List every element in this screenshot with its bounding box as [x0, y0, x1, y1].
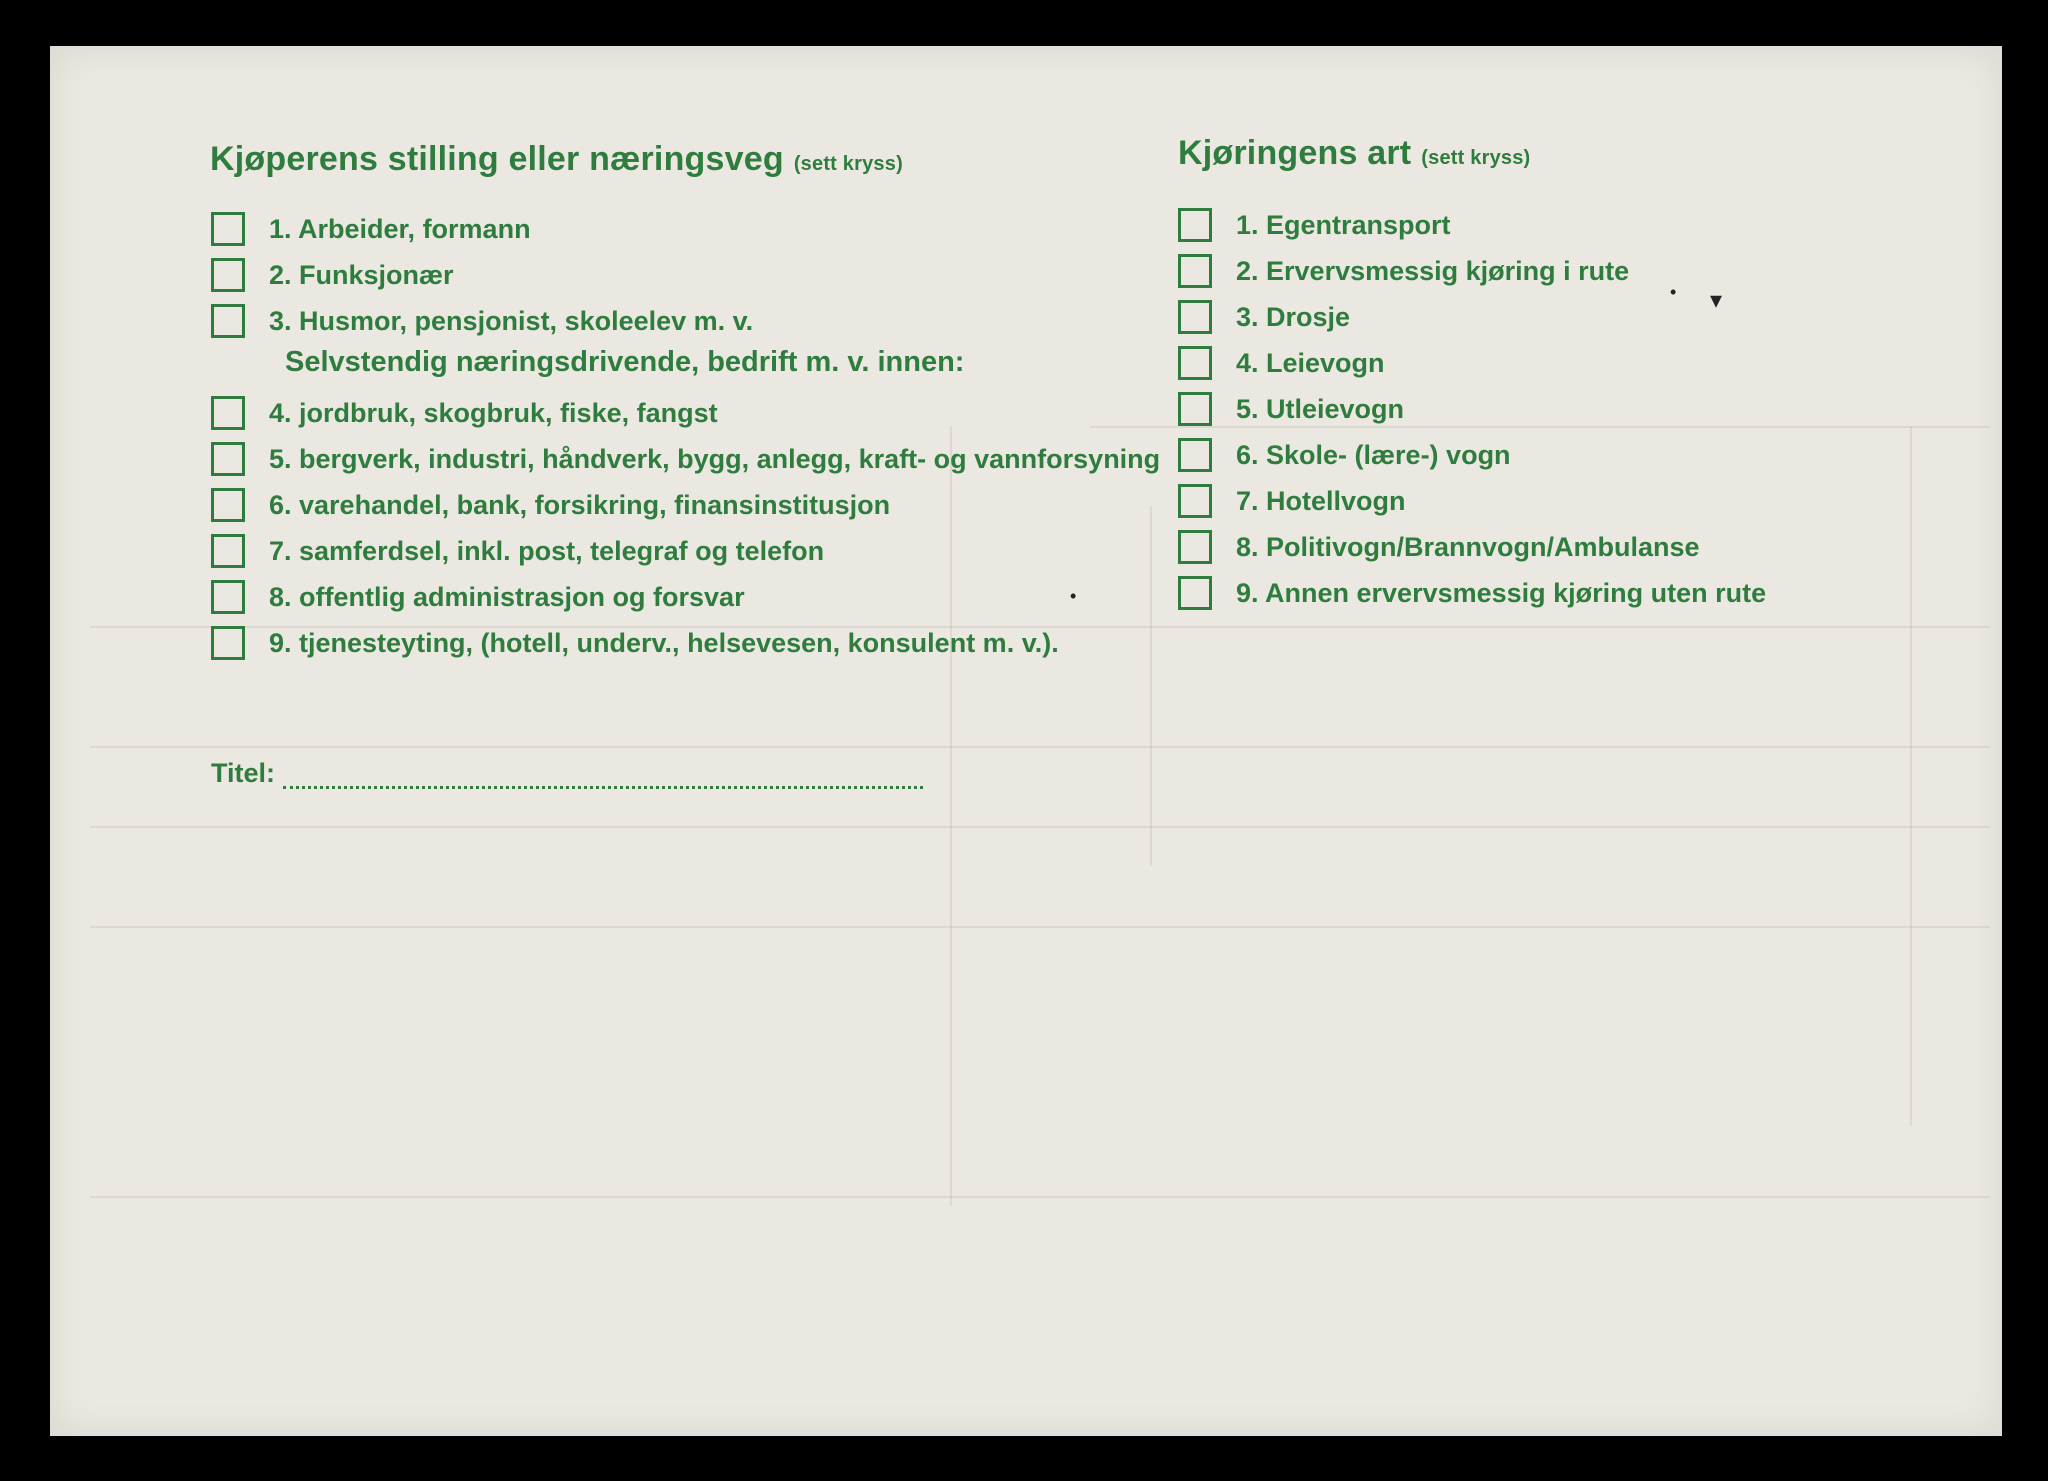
showthrough-line — [90, 746, 1990, 748]
buyer-option-label: 4. jordbruk, skogbruk, fiske, fangst — [269, 397, 718, 428]
checkbox[interactable] — [211, 442, 245, 476]
buyer-option-8[interactable] — [211, 580, 745, 614]
driving-section-title-text: Kjøringens art — [1178, 134, 1412, 172]
buyer-option-1[interactable] — [211, 212, 531, 246]
checkbox[interactable] — [211, 626, 245, 660]
ink-speck: • — [1070, 586, 1077, 606]
checkbox[interactable] — [1178, 208, 1212, 242]
buyer-option-label: 2. Funksjonær — [269, 259, 454, 290]
driving-option-label: 7. Hotellvogn — [1236, 485, 1406, 516]
title-field[interactable] — [211, 758, 923, 789]
driving-option-1[interactable] — [1178, 208, 1451, 242]
checkbox[interactable] — [1178, 484, 1212, 518]
checkbox[interactable] — [211, 258, 245, 292]
driving-section-note: (sett kryss) — [1421, 147, 1531, 169]
buyer-option-7[interactable] — [211, 534, 824, 568]
showthrough-line — [1910, 426, 1912, 1126]
checkbox[interactable] — [1178, 300, 1212, 334]
showthrough-line — [1150, 506, 1152, 866]
checkbox[interactable] — [211, 396, 245, 430]
showthrough-line — [90, 826, 1990, 828]
checkbox[interactable] — [211, 304, 245, 338]
driving-option-label: 5. Utleievogn — [1236, 393, 1405, 424]
buyer-option-label: 9. tjenesteyting, (hotell, underv., helsevesen, konsulent m. v.). — [269, 627, 1059, 658]
ink-speck: • — [1670, 282, 1677, 302]
driving-option-label: 1. Egentransport — [1236, 209, 1451, 240]
buyer-option-label: 8. offentlig administrasjon og forsvar — [269, 581, 745, 612]
checkbox[interactable] — [211, 534, 245, 568]
driving-section-title — [1178, 134, 1530, 173]
driving-option-label: 6. Skole- (lære-) vogn — [1236, 439, 1511, 470]
title-field-label: Titel: — [211, 758, 276, 788]
driving-option-label: 2. Ervervsmessig kjøring i rute — [1236, 255, 1630, 286]
buyer-option-label: 3. Husmor, pensjonist, skoleelev m. v. — [269, 305, 754, 336]
driving-option-6[interactable] — [1178, 438, 1511, 472]
buyer-option-6[interactable] — [211, 488, 890, 522]
checkbox[interactable] — [1178, 346, 1212, 380]
buyer-option-2[interactable] — [211, 258, 454, 292]
title-dotted-line[interactable] — [283, 762, 923, 789]
buyer-section-note: (sett kryss) — [793, 153, 903, 175]
buyer-section-title — [210, 140, 903, 179]
form-page — [50, 46, 2002, 1436]
driving-option-9[interactable] — [1178, 576, 1766, 610]
buyer-option-label: 7. samferdsel, inkl. post, telegraf og telefon — [269, 535, 825, 566]
buyer-section-title-text: Kjøperens stilling eller næringsveg — [210, 140, 784, 178]
checkbox[interactable] — [1178, 576, 1212, 610]
checkbox[interactable] — [1178, 530, 1212, 564]
driving-option-8[interactable] — [1178, 530, 1700, 564]
showthrough-line — [90, 926, 1990, 928]
buyer-option-label: 1. Arbeider, formann — [269, 213, 531, 244]
buyer-option-label: 5. bergverk, industri, håndverk, bygg, anlegg, kraft- og vannforsyning — [269, 443, 1161, 474]
driving-option-4[interactable] — [1178, 346, 1385, 380]
checkbox[interactable] — [211, 212, 245, 246]
buyer-option-3[interactable] — [211, 304, 753, 338]
checkbox[interactable] — [1178, 438, 1212, 472]
buyer-option-label: 6. varehandel, bank, forsikring, finansinstitusjon — [269, 489, 891, 520]
checkbox[interactable] — [211, 488, 245, 522]
buyer-option-4[interactable] — [211, 396, 718, 430]
checkbox[interactable] — [1178, 392, 1212, 426]
driving-option-label: 3. Drosje — [1236, 301, 1351, 332]
driving-option-2[interactable] — [1178, 254, 1629, 288]
driving-option-label: 8. Politivogn/Brannvogn/Ambulanse — [1236, 531, 1700, 562]
driving-option-label: 4. Leievogn — [1236, 347, 1385, 378]
showthrough-line — [950, 426, 952, 1206]
buyer-option-9[interactable] — [211, 626, 1059, 660]
showthrough-line — [90, 1196, 1990, 1198]
self-employed-subheading: Selvstendig næringsdrivende, bedrift m. v. innen: — [285, 346, 965, 378]
showthrough-line — [1090, 426, 1990, 428]
buyer-option-5[interactable] — [211, 442, 1160, 476]
checkbox[interactable] — [1178, 254, 1212, 288]
ink-speck: ▾ — [1710, 287, 1723, 314]
driving-option-5[interactable] — [1178, 392, 1404, 426]
driving-option-7[interactable] — [1178, 484, 1406, 518]
checkbox[interactable] — [211, 580, 245, 614]
driving-option-label: 9. Annen ervervsmessig kjøring uten rute — [1236, 577, 1767, 608]
driving-option-3[interactable] — [1178, 300, 1350, 334]
